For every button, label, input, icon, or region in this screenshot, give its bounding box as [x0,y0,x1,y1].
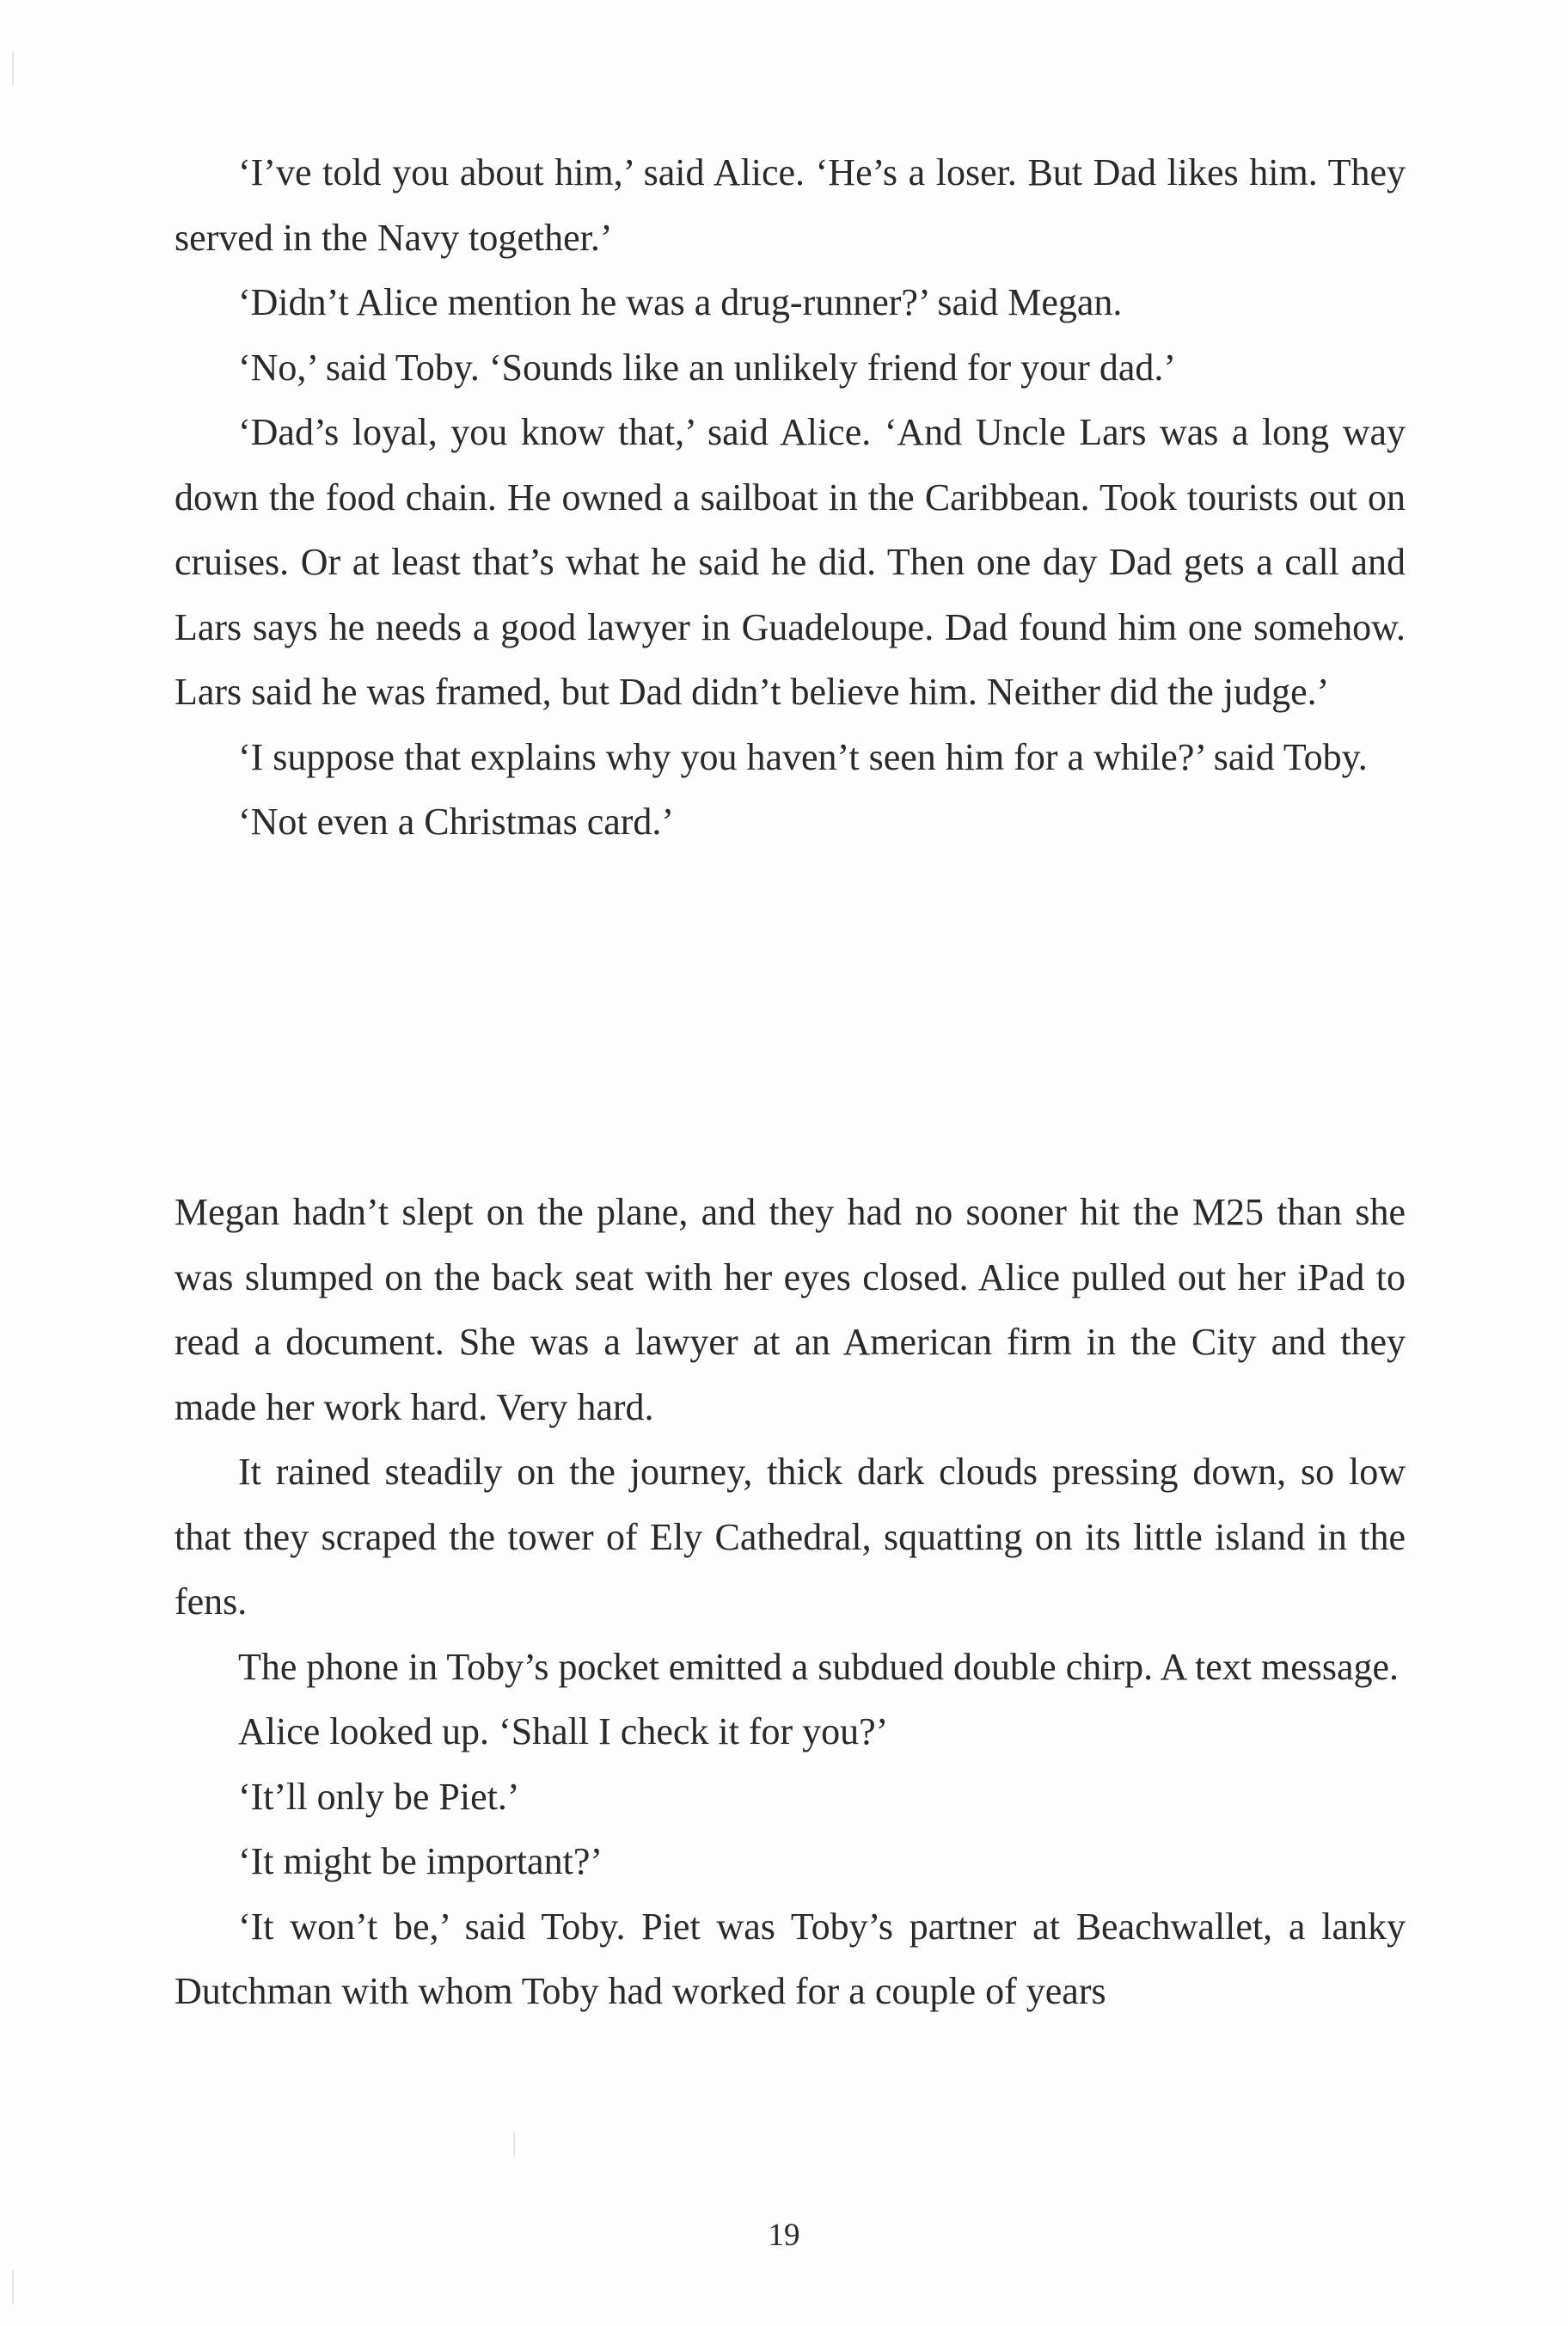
paragraph: ‘No,’ said Toby. ‘Sounds like an unlikely friend for your dad.’ [238,346,1176,389]
paragraph: ‘Dad’s loyal, you know that,’ said Alice. ‘And Uncle Lars was a long way down the food chain. He owned a sailboat in the Caribbean. Took tourists out on cruises. Or at least that’s what he said he did. Then one day Dad gets a call and Lars says he needs a good lawyer in Guadeloupe. Dad found him one somehow. Lars said he was framed, but Dad didn’t believe him. Neither did the judge.’ [175,411,1406,713]
text-section-1 [175,140,1406,855]
scan-artifact [513,2133,515,2157]
paragraph: ‘It’ll only be Piet.’ [238,1775,520,1818]
paragraph: ‘Didn’t Alice mention he was a drug-runner?’ said Megan. [238,281,1123,323]
text-section-2 [175,1180,1406,2024]
paragraph: ‘Not even a Christmas card.’ [238,801,675,843]
section-opening-paragraph: Megan hadn’t slept on the plane, and they had no sooner hit the M25 than she was slumped on the back seat with her eyes closed. Alice pulled out her iPad to read a document. She was a lawyer at an American firm in the City and they made her work hard. Very hard. [175,1191,1406,1428]
paragraph: It rained steadily on the journey, thick dark clouds pressing down, so low that they scraped the tower of Ely Cathedral, squatting on its little island in the fens. [175,1451,1406,1623]
paragraph: ‘It won’t be,’ said Toby. Piet was Toby’s partner at Beachwallet, a lanky Dutchman with whom Toby had worked for a couple of years [175,1905,1406,2012]
paragraph: ‘I’ve told you about him,’ said Alice. ‘He’s a loser. But Dad likes him. They served in the Navy together.’ [175,151,1406,259]
paragraph: The phone in Toby’s pocket emitted a subdued double chirp. A text message. [238,1645,1400,1688]
paragraph: ‘I suppose that explains why you haven’t seen him for a while?’ said Toby. [238,735,1368,778]
page-number: 19 [768,2218,800,2253]
scan-artifact [12,2270,14,2305]
paragraph: ‘It might be important?’ [238,1840,603,1882]
paragraph: Alice looked up. ‘Shall I check it for you?’ [238,1710,889,1752]
scan-artifact [12,52,14,86]
